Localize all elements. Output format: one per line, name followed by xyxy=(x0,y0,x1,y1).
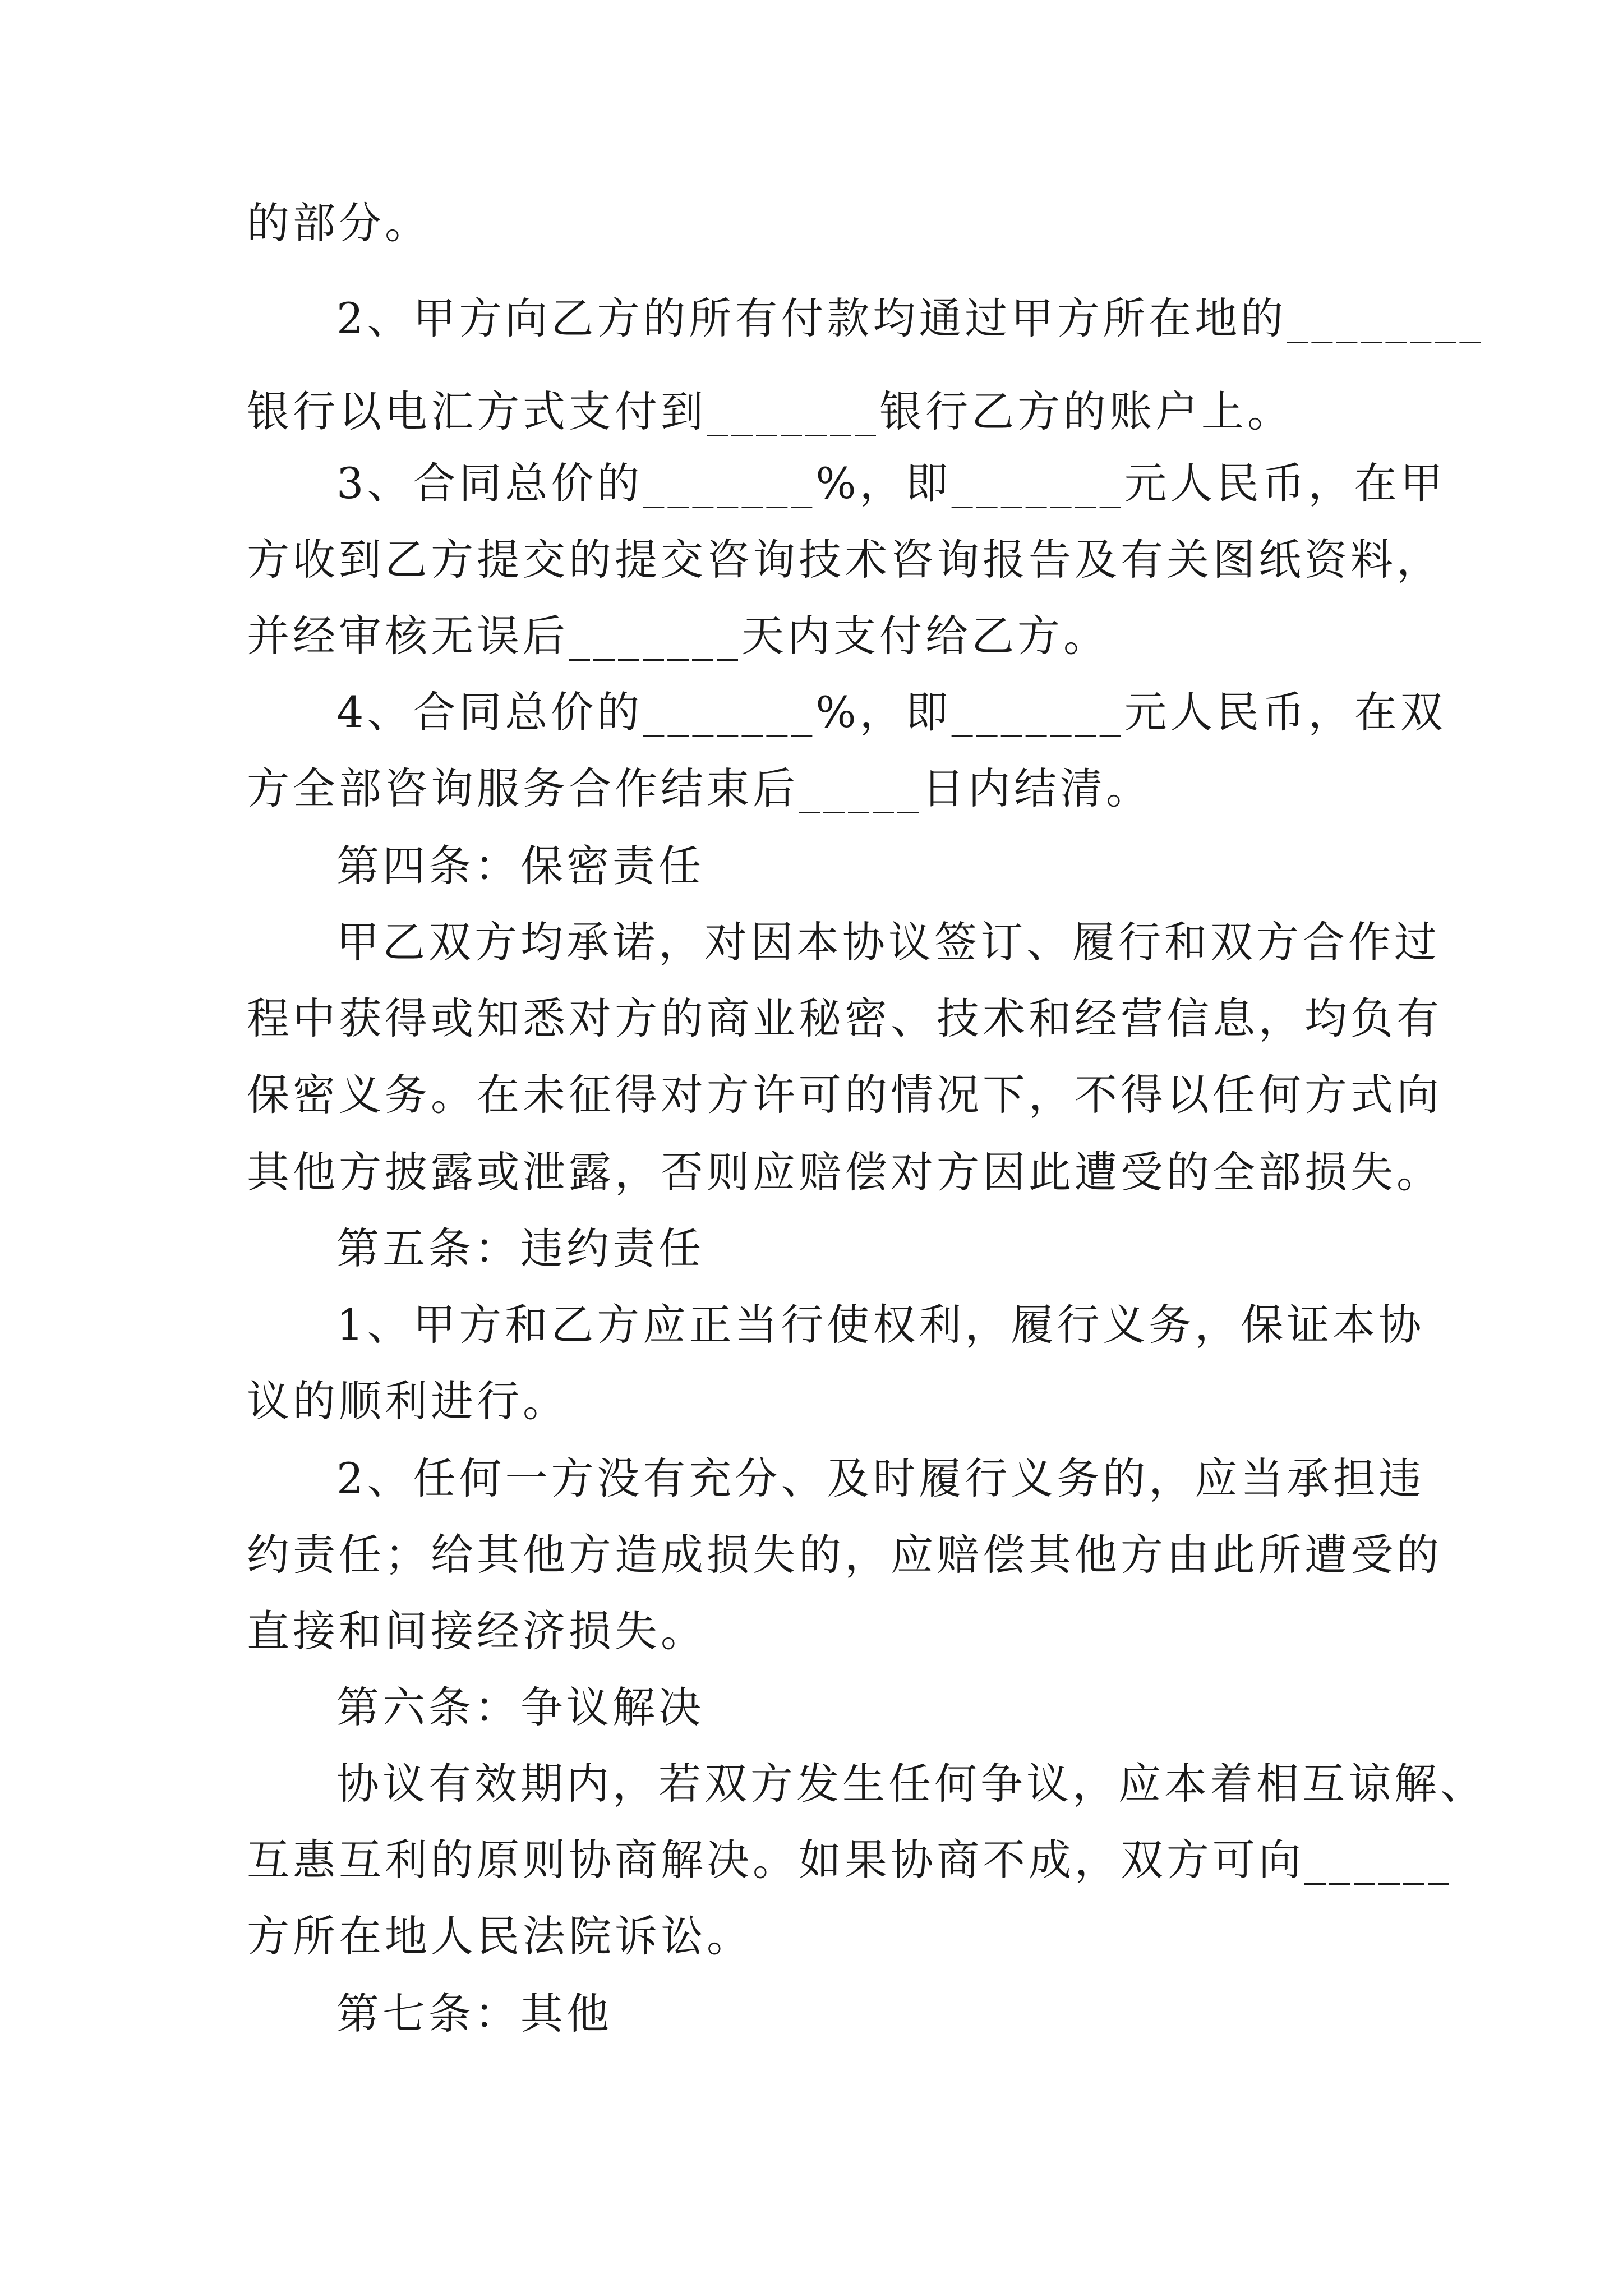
text-line: 协议有效期内，若双方发生任何争议，应本着相互谅解、 xyxy=(336,1759,1486,1809)
text-line: 甲乙双方均承诺，对因本协议签订、履行和双方合作过 xyxy=(336,917,1440,967)
text-line: 方全部咨询服务合作结束后_____日内结清。 xyxy=(247,763,1152,813)
text-line: 直接和间接经济损失。 xyxy=(247,1606,707,1656)
text-line: 2、任何一方没有充分、及时履行义务的，应当承担违 xyxy=(336,1453,1425,1503)
text-line: 3、合同总价的_______%，即_______元人民币，在甲 xyxy=(336,458,1446,508)
text-line: 程中获得或知悉对方的商业秘密、技术和经营信息，均负有 xyxy=(247,993,1442,1043)
text-line: 约责任；给其他方造成损失的，应赔偿其他方由此所遭受的 xyxy=(247,1530,1442,1580)
text-line: 1、甲方和乙方应正当行使权利，履行义务，保证本协 xyxy=(336,1300,1425,1350)
section-heading: 第七条：其他 xyxy=(336,1989,612,2039)
text-line: 并经审核无误后_______天内支付给乙方。 xyxy=(247,611,1109,661)
text-line: 其他方披露或泄露，否则应赔偿对方因此遭受的全部损失。 xyxy=(247,1147,1442,1197)
text-line: 4、合同总价的_______%，即_______元人民币，在双 xyxy=(336,687,1446,737)
text-line: 的部分。 xyxy=(247,198,431,248)
text-line: 2、甲方向乙方的所有付款均通过甲方所在地的________ xyxy=(336,293,1484,343)
text-line: 议的顺利进行。 xyxy=(247,1376,569,1426)
text-line: 方所在地人民法院诉讼。 xyxy=(247,1911,753,1961)
text-line: 互惠互利的原则协商解决。如果协商不成，双方可向______ xyxy=(247,1835,1453,1885)
section-heading: 第四条：保密责任 xyxy=(336,841,704,891)
section-heading: 第六条：争议解决 xyxy=(336,1682,704,1732)
text-line: 保密义务。在未征得对方许可的情况下，不得以任何方式向 xyxy=(247,1070,1442,1120)
text-line: 银行以电汇方式支付到_______银行乙方的账户上。 xyxy=(247,386,1293,436)
text-line: 方收到乙方提交的提交咨询技术咨询报告及有关图纸资料， xyxy=(247,535,1442,585)
section-heading: 第五条：违约责任 xyxy=(336,1223,704,1273)
